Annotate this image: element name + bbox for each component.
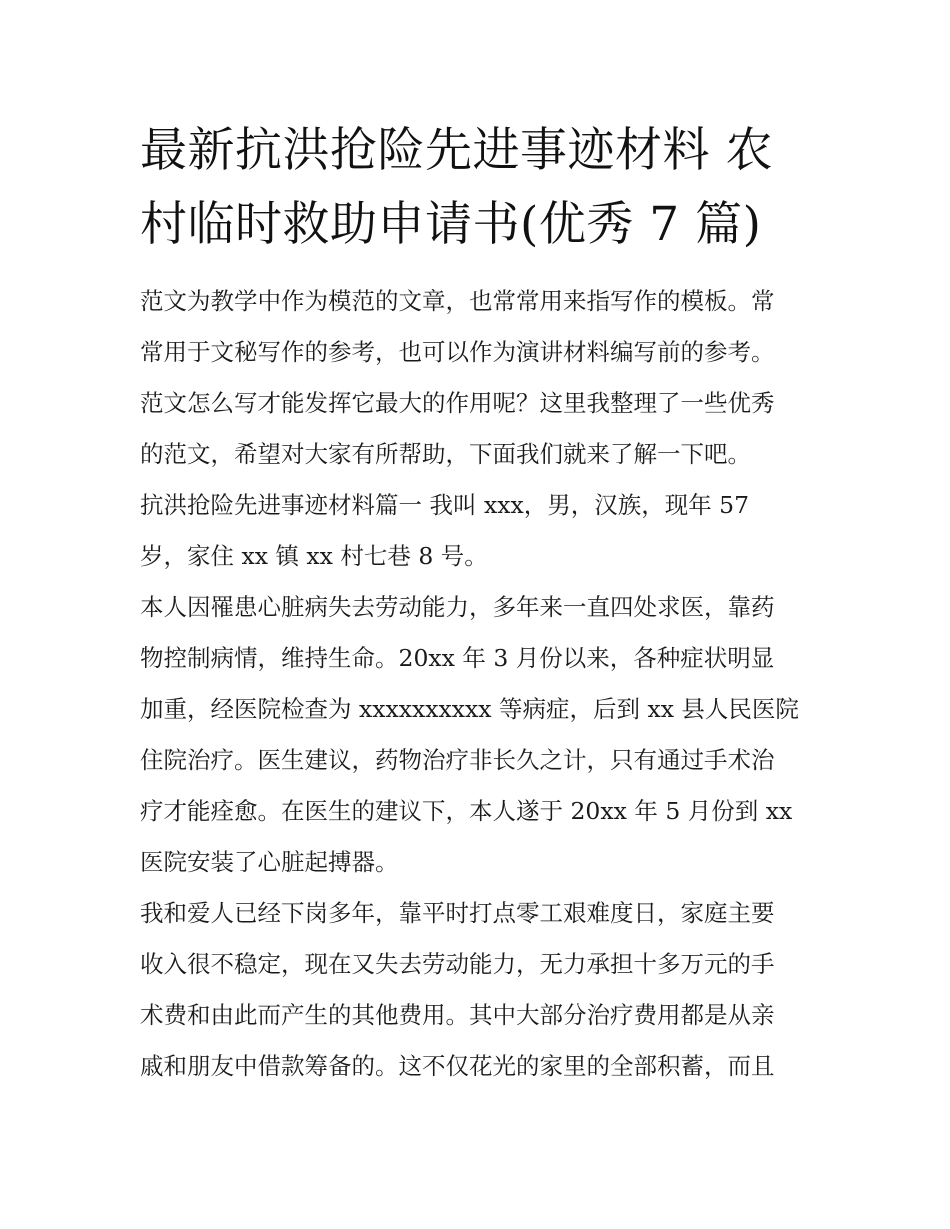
body-line-9: 加重，经医院检查为 xxxxxxxxxx 等病症，后到 xx 县人民医院	[140, 695, 799, 723]
body-line-10: 住院治疗。医生建议，药物治疗非长久之计，只有通过手术治	[140, 746, 775, 774]
body-line-15: 术费和由此而产生的其他费用。其中大部分治疗费用都是从亲	[140, 1001, 775, 1029]
document-title	[140, 114, 820, 262]
body-line-1: 范文为教学中作为模范的文章，也常常用来指写作的模板。常	[140, 287, 775, 315]
body-line-5: 抗洪抢险先进事迹材料篇一 我叫 xxx，男，汉族，现年 57	[140, 491, 750, 519]
body-line-13: 我和爱人已经下岗多年，靠平时打点零工艰难度日，家庭主要	[140, 899, 775, 927]
body-line-8: 物控制病情，维持生命。20xx 年 3 月份以来，各种症状明显	[140, 644, 775, 672]
body-line-6: 岁，家住 xx 镇 xx 村七巷 8 号。	[140, 542, 488, 570]
body-line-11: 疗才能痊愈。在医生的建议下，本人遂于 20xx 年 5 月份到 xx	[140, 797, 793, 825]
document-body	[140, 276, 830, 1092]
body-line-4: 的范文，希望对大家有所帮助，下面我们就来了解一下吧。	[140, 440, 751, 468]
title-line-1: 最新抗洪抢险先进事迹材料 农	[140, 123, 773, 178]
body-line-7: 本人因罹患心脏病失去劳动能力，多年来一直四处求医，靠药	[140, 593, 775, 621]
body-line-16: 戚和朋友中借款筹备的。这不仅花光的家里的全部积蓄，而且	[140, 1052, 775, 1080]
body-line-14: 收入很不稳定，现在又失去劳动能力，无力承担十多万元的手	[140, 950, 775, 978]
body-line-2: 常用于文秘写作的参考，也可以作为演讲材料编写前的参考。	[140, 338, 775, 366]
body-line-12: 医院安装了心脏起搏器。	[140, 848, 399, 876]
body-line-3: 范文怎么写才能发挥它最大的作用呢？这里我整理了一些优秀	[140, 389, 775, 417]
title-line-2: 村临时救助申请书(优秀 7 篇)	[140, 197, 762, 252]
